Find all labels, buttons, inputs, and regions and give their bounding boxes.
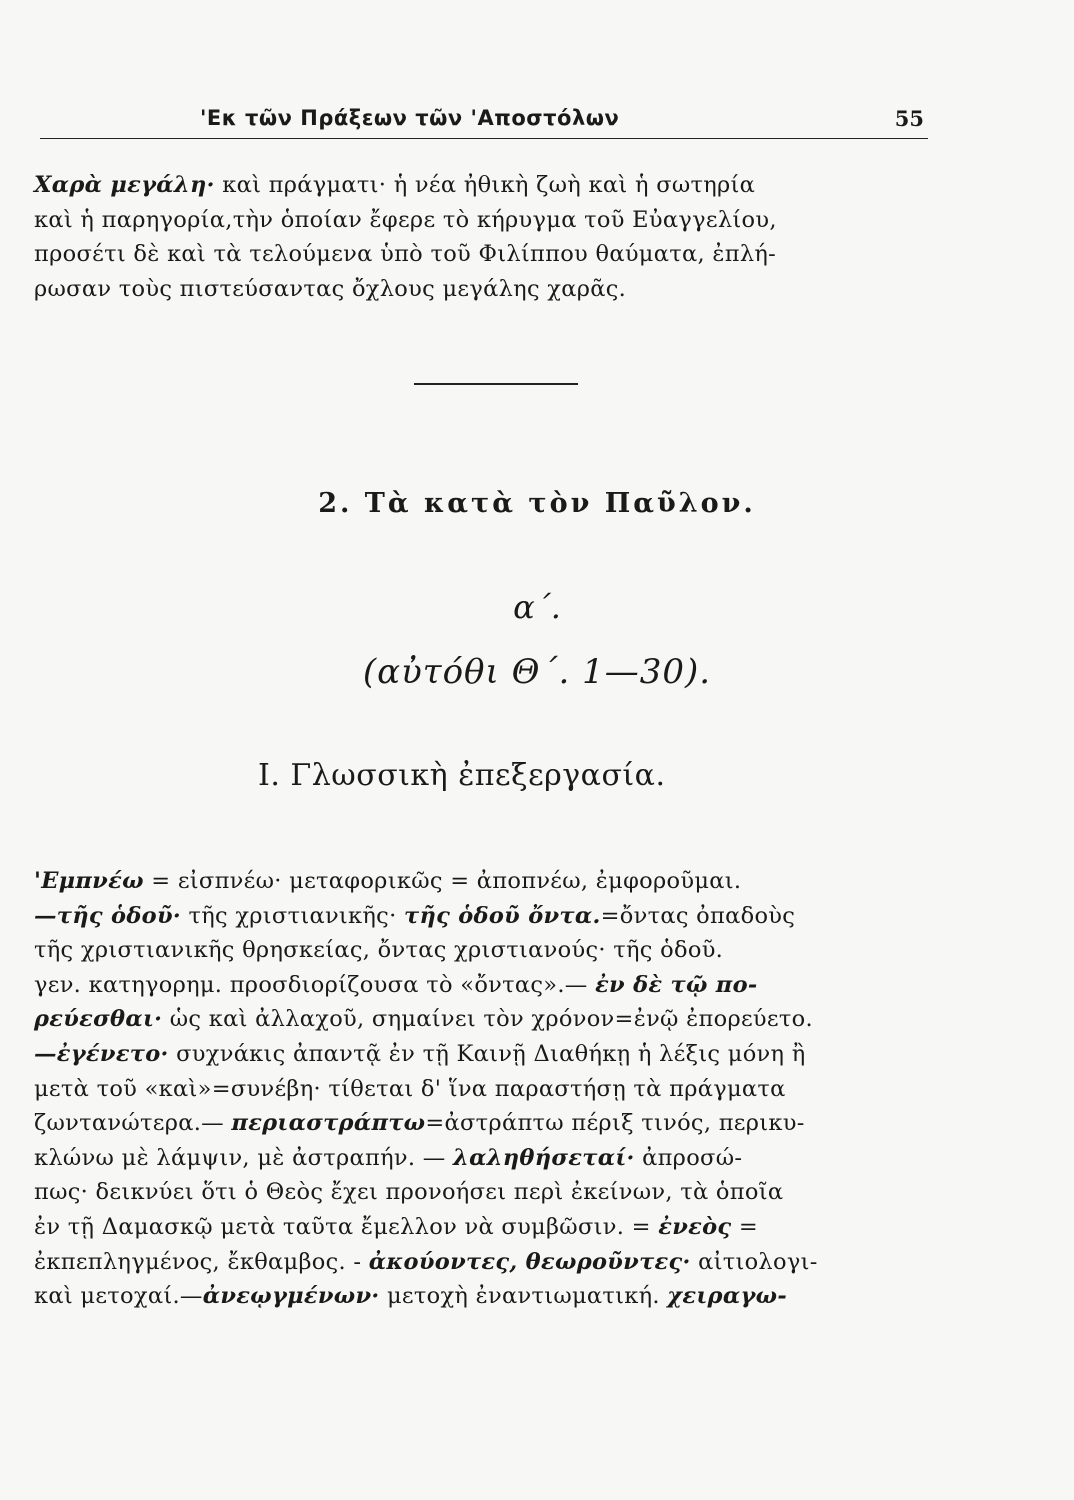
glossary-term: ἀνεῳγμένων· [202,1283,380,1310]
glossary-line [34,864,930,899]
glossary-text: =ὄντας ὀπαδοὺς [600,902,796,929]
glossary-line [34,1279,930,1314]
glossary-text: ἀπροσώ- [634,1144,743,1171]
intro-line-1 [34,168,930,203]
glossary-line: τῆς χριστιανικῆς θρησκείας, ὄντας χριστιανούς· τῆς ὁδοῦ. [34,937,724,964]
intro-line-1-text: καὶ πράγματι· ἡ νέα ἠθικὴ ζωὴ καὶ ἡ σωτηρία [214,172,756,198]
glossary-term: λαληθήσεταί· [453,1144,635,1171]
section-title: 2. Τὰ κατὰ τὸν Παῦλον. [318,488,756,519]
subsection-numeral: α΄. [513,588,561,626]
glossary-line [34,1106,930,1141]
intro-line-2: καὶ ἡ παρηγορία,τὴν ὁποίαν ἔφερε τὸ κήρυγμα τοῦ Εὐαγγελίου, [34,206,777,233]
glossary-line: πως· δεικνύει ὅτι ὁ Θεὸς ἔχει προνοήσει περὶ ἐκείνων, τὰ ὁποῖα [34,1179,784,1206]
glossary-term: περιαστράπτω [231,1110,426,1137]
glossary-text: ὡς καὶ ἀλλαχοῦ, σημαίνει τὸν χρόνον=ἐνῷ ἐπορεύετο. [162,1006,813,1033]
glossary-text: συχνάκις ἀπαντᾷ ἐν τῇ Καινῇ Διαθήκῃ ἡ λέξις μόνη ἢ [168,1040,806,1067]
glossary-line [34,1141,930,1176]
glossary-term: χειραγω- [667,1283,787,1310]
subheading: Ι. Γλωσσικὴ ἐπεξεργασία. [258,758,666,793]
glossary-text: γεν. κατηγορημ. προσδιορίζουσα τὸ «ὄντας».— [34,971,596,998]
running-title: 'Εκ τῶν Πράξεων τῶν 'Αποστόλων [200,106,620,130]
glossary-paragraph [34,864,930,1314]
glossary-text: ζωντανώτερα.— [34,1110,232,1137]
glossary-term: ρεύεσθαι· [34,1006,163,1033]
glossary-line [34,1002,930,1037]
glossary-text: μετοχὴ ἐναντιωματική. [379,1283,668,1310]
glossary-text: τῆς χριστιανικῆς· [181,902,404,929]
glossary-term: ἀκούοντες, θεωροῦντες· [368,1248,691,1275]
glossary-term: τῆς ὁδοῦ ὄντα. [404,902,601,929]
glossary-term: 'Εμπνέω [34,868,144,894]
glossary-line [34,1037,930,1072]
intro-paragraph [34,168,930,306]
intro-line-3: προσέτι δὲ καὶ τὰ τελούμενα ὑπὸ τοῦ Φιλίππου θαύματα, ἐπλή- [34,241,777,267]
page-number: 55 [894,106,924,131]
intro-line-4: ρωσαν τοὺς πιστεύσαντας ὄχλους μεγάλης χαρᾶς. [34,275,627,302]
glossary-line [34,899,930,934]
glossary-text: =ἀστράπτω πέριξ τινός, περικυ- [425,1110,805,1137]
glossary-line: μετὰ τοῦ «καὶ»=συνέβη· τίθεται δ' ἵνα παραστήσῃ τὰ πράγματα [34,1075,786,1102]
intro-term: Χαρὰ μεγάλη· [34,172,215,198]
glossary-term: —τῆς ὁδοῦ· [34,902,181,929]
glossary-term: —ἐγένετο· [34,1040,169,1067]
glossary-line [34,968,930,1003]
scripture-reference: (αὐτόθι Θ΄. 1—30). [362,652,712,692]
glossary-text: κλώνω μὲ λάμψιν, μὲ ἀστραπήν. — [34,1144,453,1171]
glossary-text: = εἰσπνέω· μεταφορικῶς = ἀποπνέω, ἐμφοροῦμαι. [143,868,742,894]
glossary-line [34,1210,930,1245]
glossary-term: ἐνεὸς [658,1213,732,1240]
glossary-text: καὶ μετοχαί.— [34,1283,203,1310]
glossary-text: = [731,1213,759,1240]
glossary-text: ἐν τῇ Δαμασκῷ μετὰ ταῦτα ἔμελλον νὰ συμβῶσιν. = [34,1213,659,1240]
glossary-text: αἰτιολογι- [690,1248,818,1275]
glossary-line [34,1245,930,1280]
glossary-term: ἐν δὲ τῷ πο- [595,971,758,998]
section-divider [414,383,578,385]
page-header [40,104,928,139]
glossary-text: ἐκπεπληγμένος, ἔκθαμβος. - [34,1248,369,1275]
